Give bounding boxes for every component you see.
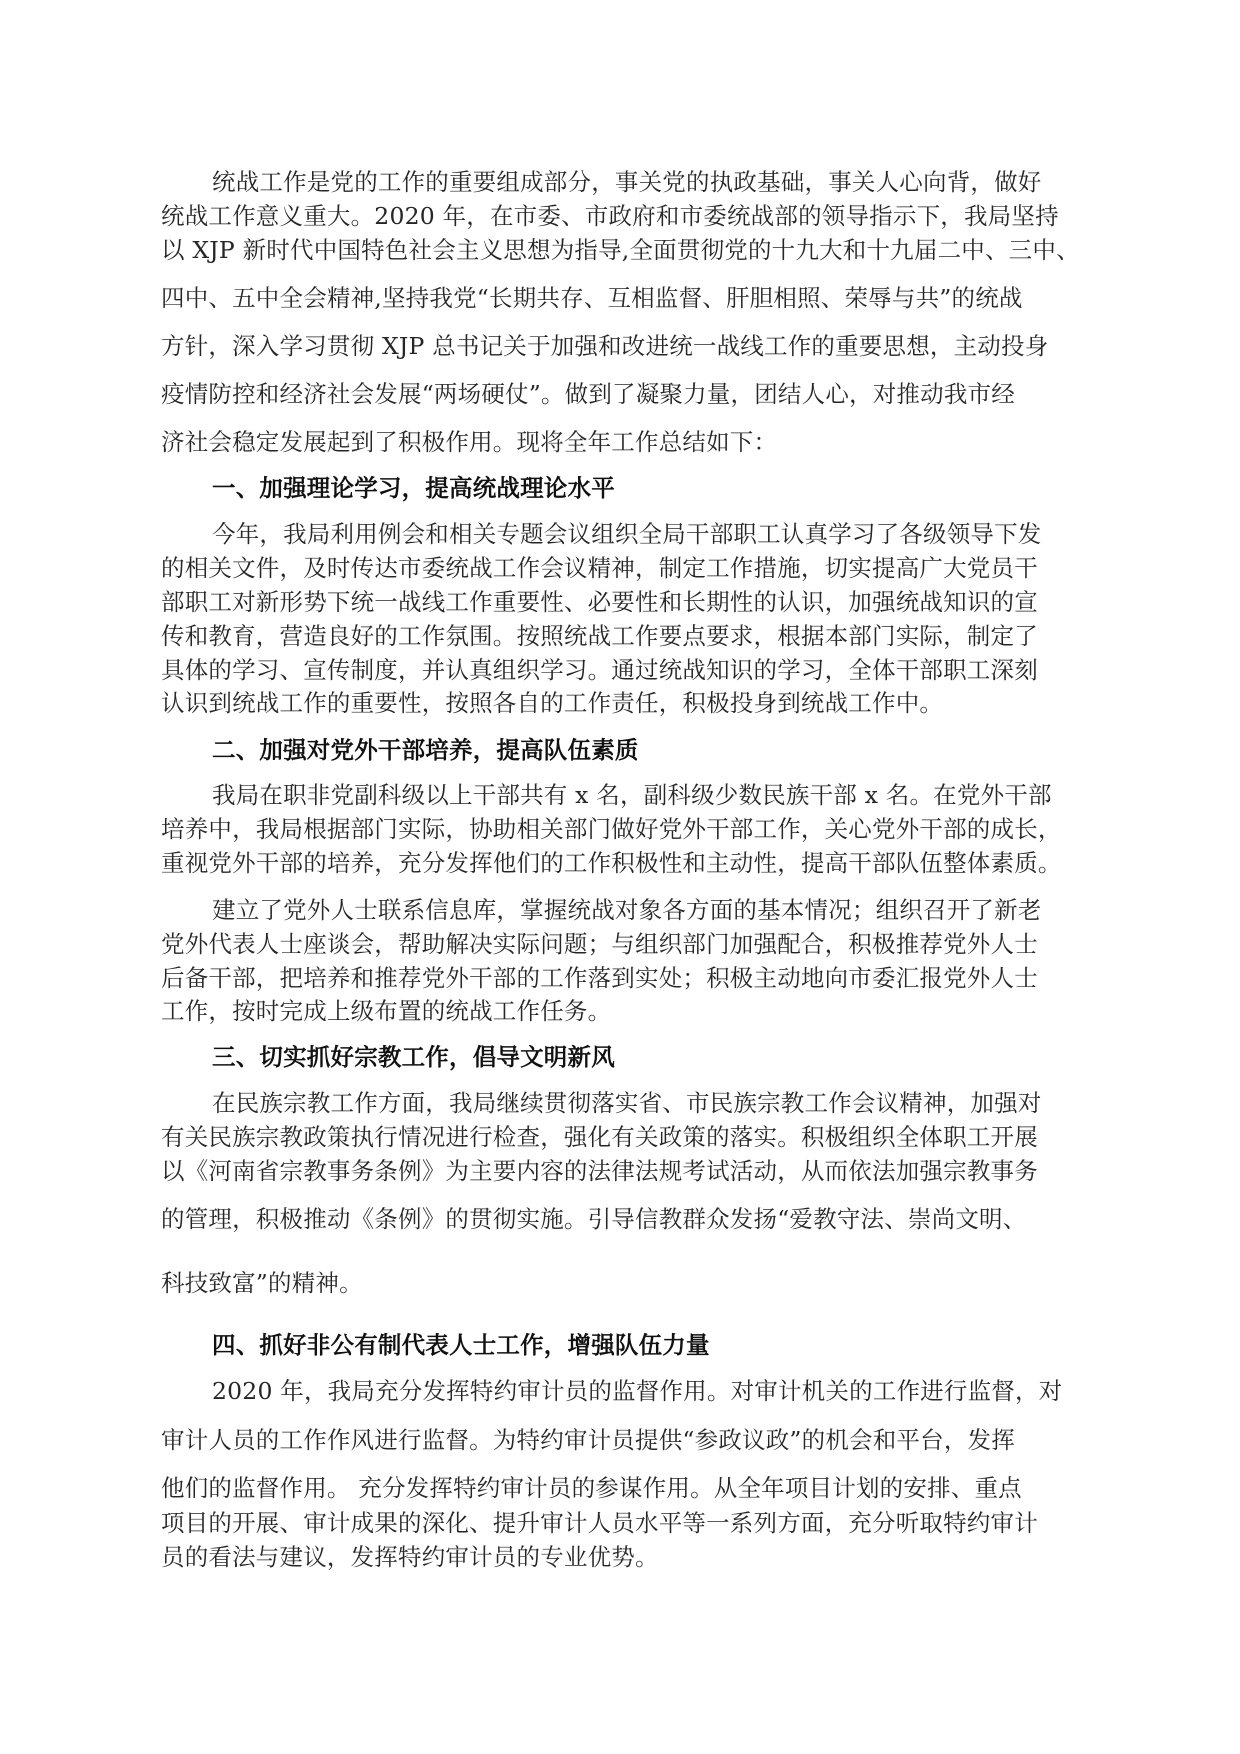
- paragraph-line: 的管理，积极推动《条例》的贯彻实施。引导信教群众发扬“爱教守法、崇尚文明、: [161, 1205, 1027, 1233]
- paragraph-line: 方针，深入学习贯彻 XJP 总书记关于加强和改进统一战线工作的重要思想，主动投身: [161, 332, 1049, 360]
- section-heading: 二、加强对党外干部培养，提高队伍素质: [212, 736, 639, 764]
- paragraph-line: 工作，按时完成上级布置的统战工作任务。: [161, 997, 612, 1025]
- paragraph-line: 疫情防控和经济社会发展“两场硬仗”。做到了凝聚力量，团结人心，对推动我市经: [161, 380, 1015, 408]
- paragraph-line: 党外代表人士座谈会，帮助解决实际问题；与组织部门加强配合，积极推荐党外人士: [161, 930, 1038, 958]
- paragraph-line: 传和教育，营造良好的工作氛围。按照统战工作要点要求，根据本部门实际，制定了: [161, 622, 1038, 650]
- paragraph-line: 2020 年，我局充分发挥特约审计员的监督作用。对审计机关的工作进行监督，对: [212, 1377, 1063, 1405]
- paragraph-line: 四中、五中全会精神,坚持我党“长期共存、互相监督、肝胆相照、荣辱与共”的统战: [161, 284, 1023, 312]
- paragraph-line: 重视党外干部的培养，充分发挥他们的工作积极性和主动性，提高干部队伍整体素质。: [161, 849, 1062, 877]
- section-heading: 四、抓好非公有制代表人士工作，增强队伍力量: [212, 1331, 710, 1359]
- paragraph-line: 济社会稳定发展起到了积极作用。现将全年工作总结如下：: [161, 428, 778, 456]
- paragraph-line: 培养中，我局根据部门实际，协助相关部门做好党外干部工作，关心党外干部的成长，: [161, 815, 1062, 843]
- paragraph-line: 以《河南省宗教事务条例》为主要内容的法律法规考试活动，从而依法加强宗教事务: [161, 1157, 1038, 1185]
- paragraph-line: 统战工作意义重大。2020 年，在市委、市政府和市委统战部的领导指示下，我局坚持: [161, 202, 1059, 230]
- paragraph-line: 有关民族宗教政策执行情况进行检查，强化有关政策的落实。积极组织全体职工开展: [161, 1123, 1038, 1151]
- paragraph-line: 认识到统战工作的重要性，按照各自的工作责任，积极投身到统战工作中。: [161, 689, 944, 717]
- paragraph-line: 项目的开展、审计成果的深化、提升审计人员水平等一系列方面，充分听取特约审计: [161, 1509, 1038, 1537]
- paragraph-line: 统战工作是党的工作的重要组成部分，事关党的执政基础，事关人心向背，做好: [212, 168, 1042, 196]
- section-heading: 三、切实抓好宗教工作，倡导文明新风: [212, 1043, 615, 1071]
- paragraph-line: 建立了党外人士联系信息库，掌握统战对象各方面的基本情况；组织召开了新老: [212, 896, 1042, 924]
- paragraph-line: 他们的监督作用。 充分发挥特约审计员的参谋作用。从全年项目计划的安排、重点: [161, 1474, 1022, 1502]
- paragraph-line: 部职工对新形势下统一战线工作重要性、必要性和长期性的认识，加强统战知识的宣: [161, 588, 1038, 616]
- paragraph-line: 科技致富”的精神。: [161, 1269, 363, 1297]
- section-heading: 一、加强理论学习，提高统战理论水平: [212, 474, 615, 502]
- paragraph-line: 具体的学习、宣传制度，并认真组织学习。通过统战知识的学习，全体干部职工深刻: [161, 656, 1038, 684]
- paragraph-line: 我局在职非党副科级以上干部共有 x 名，副科级少数民族干部 x 名。在党外干部: [212, 781, 1052, 809]
- paragraph-line: 以 XJP 新时代中国特色社会主义思想为指导,全面贯彻党的十九大和十九届二中、三中、: [161, 236, 1080, 264]
- paragraph-line: 的相关文件，及时传达市委统战工作会议精神，制定工作措施，切实提高广大党员干: [161, 554, 1038, 582]
- paragraph-line: 后备干部，把培养和推荐党外干部的工作落到实处；积极主动地向市委汇报党外人士: [161, 964, 1038, 992]
- paragraph-line: 审计人员的工作作风进行监督。为特约审计员提供“参政议政”的机会和平台，发挥: [161, 1426, 1015, 1454]
- paragraph-line: 今年，我局利用例会和相关专题会议组织全局干部职工认真学习了各级领导下发: [212, 520, 1042, 548]
- paragraph-line: 员的看法与建议，发挥特约审计员的专业优势。: [161, 1543, 659, 1571]
- paragraph-line: 在民族宗教工作方面，我局继续贯彻落实省、市民族宗教工作会议精神，加强对: [212, 1089, 1042, 1117]
